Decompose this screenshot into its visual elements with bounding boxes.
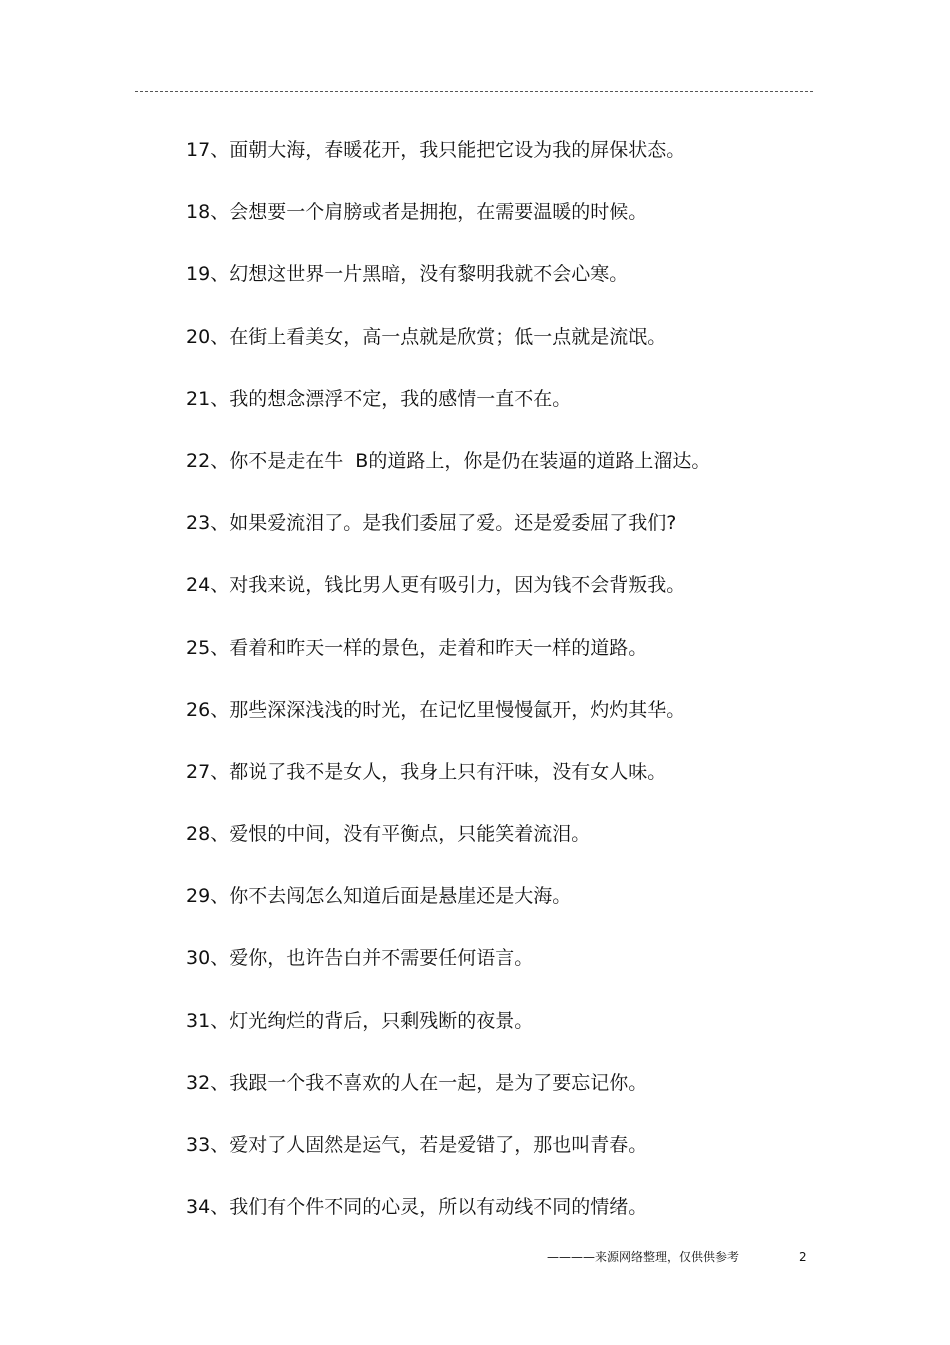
- item-number: 26: [186, 698, 211, 721]
- item-number: 18: [186, 201, 211, 224]
- item-text: 爱恨的中间，没有平衡点，只能笑着流泪。: [229, 823, 591, 846]
- item-number: 33: [186, 1134, 211, 1156]
- item-separator: 、: [210, 1134, 230, 1156]
- item-separator: 、: [210, 574, 230, 597]
- list-item: [186, 382, 710, 444]
- item-number: 19: [186, 263, 211, 286]
- list-item: [186, 444, 710, 506]
- header-dashed-rule: [135, 91, 813, 92]
- list-item: [186, 1190, 710, 1252]
- footer-source-note: ————来源网络整理，仅供供参考: [547, 1250, 740, 1264]
- item-separator: 、: [210, 636, 230, 659]
- list-item: [186, 1128, 710, 1190]
- item-separator: 、: [210, 1071, 230, 1094]
- list-item: [186, 631, 710, 693]
- item-separator: 、: [210, 387, 230, 410]
- item-number: 30: [186, 947, 211, 970]
- page-number: 2: [799, 1250, 807, 1264]
- list-item: [186, 1066, 710, 1128]
- item-text: 爱对了人固然是运气，若是爱错了，那也叫青春。: [229, 1134, 648, 1156]
- item-text: 在街上看美女，高一点就是欣赏；低一点就是流氓。: [229, 325, 667, 348]
- item-number: 21: [186, 387, 211, 410]
- item-text: 如果爱流泪了。是我们委屈了爱。还是爱委屈了我们?: [229, 512, 677, 535]
- item-text: 那些深深浅浅的时光，在记忆里慢慢氤开，灼灼其华。: [229, 698, 686, 721]
- item-text: 会想要一个肩膀或者是拥抱，在需要温暖的时候。: [229, 201, 648, 224]
- item-number: 23: [186, 512, 211, 535]
- item-separator: 、: [210, 1196, 230, 1219]
- item-separator: 、: [210, 201, 230, 224]
- item-text: 你不去闯怎么知道后面是悬崖还是大海。: [229, 885, 572, 908]
- item-number: 17: [186, 139, 211, 161]
- item-text: 看着和昨天一样的景色，走着和昨天一样的道路。: [229, 636, 648, 659]
- list-item: [186, 320, 710, 382]
- item-text: 灯光绚烂的背后，只剩残断的夜景。: [229, 1009, 534, 1032]
- item-text: 我们有个件不同的心灵，所以有动线不同的情绪。: [229, 1196, 648, 1219]
- item-number: 31: [186, 1009, 211, 1032]
- item-separator: 、: [210, 325, 230, 348]
- page-footer: [0, 1247, 950, 1267]
- item-separator: 、: [210, 698, 230, 721]
- item-separator: 、: [210, 885, 230, 908]
- item-text: 幻想这世界一片黑暗，没有黎明我就不会心寒。: [229, 263, 629, 286]
- item-text: 我的想念漂浮不定，我的感情一直不在。: [229, 387, 572, 410]
- item-number: 22: [186, 449, 211, 472]
- list-item: [186, 693, 710, 755]
- list-item: [186, 257, 710, 319]
- list-item: [186, 941, 710, 1003]
- list-item: [186, 506, 710, 568]
- item-separator: 、: [210, 263, 230, 286]
- list-item: [186, 755, 710, 817]
- item-number: 24: [186, 574, 211, 597]
- item-text: 面朝大海，春暖花开，我只能把它设为我的屏保状态。: [229, 139, 686, 161]
- item-number: 27: [186, 760, 211, 783]
- list-item: [186, 568, 710, 630]
- list-item: [186, 1004, 710, 1066]
- item-number: 34: [186, 1196, 211, 1219]
- item-number: 32: [186, 1071, 211, 1094]
- item-separator: 、: [210, 947, 230, 970]
- item-separator: 、: [210, 139, 230, 161]
- item-text: 你不是走在牛 B的道路上，你是仍在装逼的道路上溜达。: [229, 449, 711, 472]
- item-number: 28: [186, 823, 211, 846]
- item-text: 我跟一个我不喜欢的人在一起，是为了要忘记你。: [229, 1071, 648, 1094]
- item-number: 25: [186, 636, 211, 659]
- quote-list: [186, 133, 710, 1252]
- item-separator: 、: [210, 1009, 230, 1032]
- item-number: 20: [186, 325, 211, 348]
- item-separator: 、: [210, 760, 230, 783]
- item-text: 爱你，也许告白并不需要任何语言。: [229, 947, 534, 970]
- item-number: 29: [186, 885, 211, 908]
- item-text: 对我来说，钱比男人更有吸引力，因为钱不会背叛我。: [229, 574, 686, 597]
- item-separator: 、: [210, 512, 230, 535]
- item-separator: 、: [210, 449, 230, 472]
- list-item: [186, 133, 710, 195]
- list-item: [186, 195, 710, 257]
- item-separator: 、: [210, 823, 230, 846]
- item-text: 都说了我不是女人，我身上只有汗味，没有女人味。: [229, 760, 667, 783]
- list-item: [186, 817, 710, 879]
- list-item: [186, 879, 710, 941]
